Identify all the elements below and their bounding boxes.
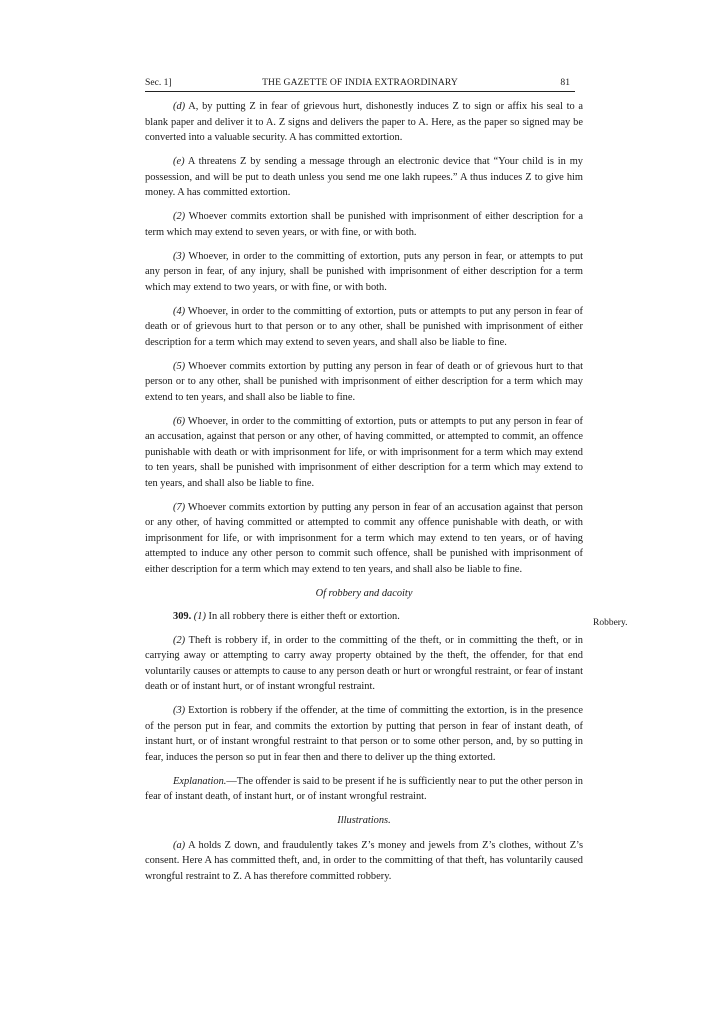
clause-label: (a) <box>173 839 186 851</box>
clause-text: A, by putting Z in fear of grievous hurt, dishonestly induces Z to sign or affix his seal to a blank paper and deliver it to A. Z signs and delivers the paper to A. Here, as the paper so signed may be converted into a valuable security. A has committed extortion. <box>145 101 583 143</box>
section-309 <box>145 609 583 625</box>
clause-text: Whoever commits extortion by putting any person in fear of an accusation against that person or any other, of having committed or attempted to commit any offence punishable with death, or with imprisonment for life, or with imprisonment for a term which may extend to ten years, or of having attempted to induce any other person to commit such offence, shall be punished with imprisonment of either description for a term which may extend to ten years, and shall also be liable to fine. <box>145 501 583 575</box>
page-header <box>145 77 575 92</box>
page-body <box>145 99 583 893</box>
clause-label: (3) <box>173 705 186 716</box>
illustrations-heading <box>145 813 583 829</box>
heading-text: Illustrations. <box>337 815 391 826</box>
clause-label: (2) <box>173 211 186 222</box>
explanation-text: —The offender is said to be present if he is sufficiently near to put the other person in fear of instant death, of instant hurt, or of instant wrongful restraint. <box>145 775 583 802</box>
clause-text: Theft is robbery if, in order to the committing of the theft, or in committing the theft, or in carrying away or attempting to carry away property obtained by the theft, the offender, for that end voluntarily causes or attempts to cause to any person death or hurt or wrongful restraint, or fear of instant death or of instant hurt, or of instant wrongful restraint. <box>145 634 583 692</box>
subsection-5 <box>145 359 583 406</box>
clause-text: A threatens Z by sending a message through an electronic device that “Your child is in my possession, and will be put to death unless you send me one lakh rupees.” A thus induces Z to give him money. A has committed extortion. <box>145 156 583 198</box>
explanation <box>145 774 583 805</box>
page-number: 81 <box>560 77 570 88</box>
clause-text: Whoever, in order to the committing of extortion, puts any person in fear, or attempts to put any person in fear, of any injury, shall be punished with imprisonment of either description for a term which may extend to two years, or with fine, or with both. <box>145 250 583 293</box>
marginal-note: Robbery. <box>593 618 628 628</box>
clause-text: Whoever commits extortion shall be punished with imprisonment of either description for a term which may extend to seven years, or with fine, or with both. <box>145 211 583 238</box>
gazette-title: THE GAZETTE OF INDIA EXTRAORDINARY <box>262 77 458 88</box>
clause-label: (2) <box>173 634 186 646</box>
subsection-3 <box>145 249 583 296</box>
clause-label: (1) <box>193 611 206 622</box>
clause-label: (7) <box>173 501 186 513</box>
clause-text: Whoever, in order to the committing of extortion, puts or attempts to put any person in fear of an accusation, against that person or any other, of having committed, or attempted to commit, an offence punishable with death or with imprisonment for life, or with imprisonment for a term which may extend to ten years, shall be punished with imprisonment of either description for a term which may extend to ten years, and shall also be liable to fine. <box>145 415 583 489</box>
robbery-subsection-3 <box>145 703 583 765</box>
clause-text: A holds Z down, and fraudulently takes Z’s money and jewels from Z’s clothes, without Z’s consent. Here A has committed theft, and, in order to the committing of that theft, has voluntarily caused wrongful restraint to Z. A has therefore committed robbery. <box>145 839 583 882</box>
illustration-d <box>145 99 583 146</box>
illustration-e <box>145 154 583 201</box>
clause-label: (6) <box>173 415 186 427</box>
robbery-subsection-2 <box>145 633 583 695</box>
clause-label: (4) <box>173 305 186 317</box>
section-reference: Sec. 1] <box>145 77 172 88</box>
chapter-heading <box>145 586 583 602</box>
subsection-6 <box>145 414 583 492</box>
subsection-7 <box>145 500 583 578</box>
subsection-4 <box>145 304 583 351</box>
clause-text: In all robbery there is either theft or extortion. <box>205 611 400 622</box>
clause-text: Whoever commits extortion by putting any person in fear of death or of grievous hurt to that person or to any other, shall be punished with imprisonment of either description for a term which may extend to ten years, and shall also be liable to fine. <box>145 360 583 403</box>
clause-label: (3) <box>173 250 186 262</box>
illustration-a <box>145 838 583 885</box>
section-number: 309. <box>173 611 192 622</box>
subsection-2 <box>145 209 583 240</box>
clause-label: (e) <box>173 156 185 167</box>
heading-text: Of robbery and dacoity <box>315 587 413 599</box>
explanation-label: Explanation. <box>173 775 227 787</box>
clause-label: (d) <box>173 101 186 112</box>
clause-text: Whoever, in order to the committing of extortion, puts or attempts to put any person in fear of death or of grievous hurt to that person or to any other, shall be punished with imprisonment of either description for a term which may extend to seven years, and shall also be liable to fine. <box>145 305 583 348</box>
clause-label: (5) <box>173 360 186 372</box>
clause-text: Extortion is robbery if the offender, at the time of committing the extortion, is in the presence of the person put in fear, and commits the extortion by putting that person in fear of instant death, of instant hurt, or of instant wrongful restraint to that person or to some other person, and, by so putting in fear, induces the person so put in fear then and there to deliver up the thing extorted. <box>145 705 583 763</box>
